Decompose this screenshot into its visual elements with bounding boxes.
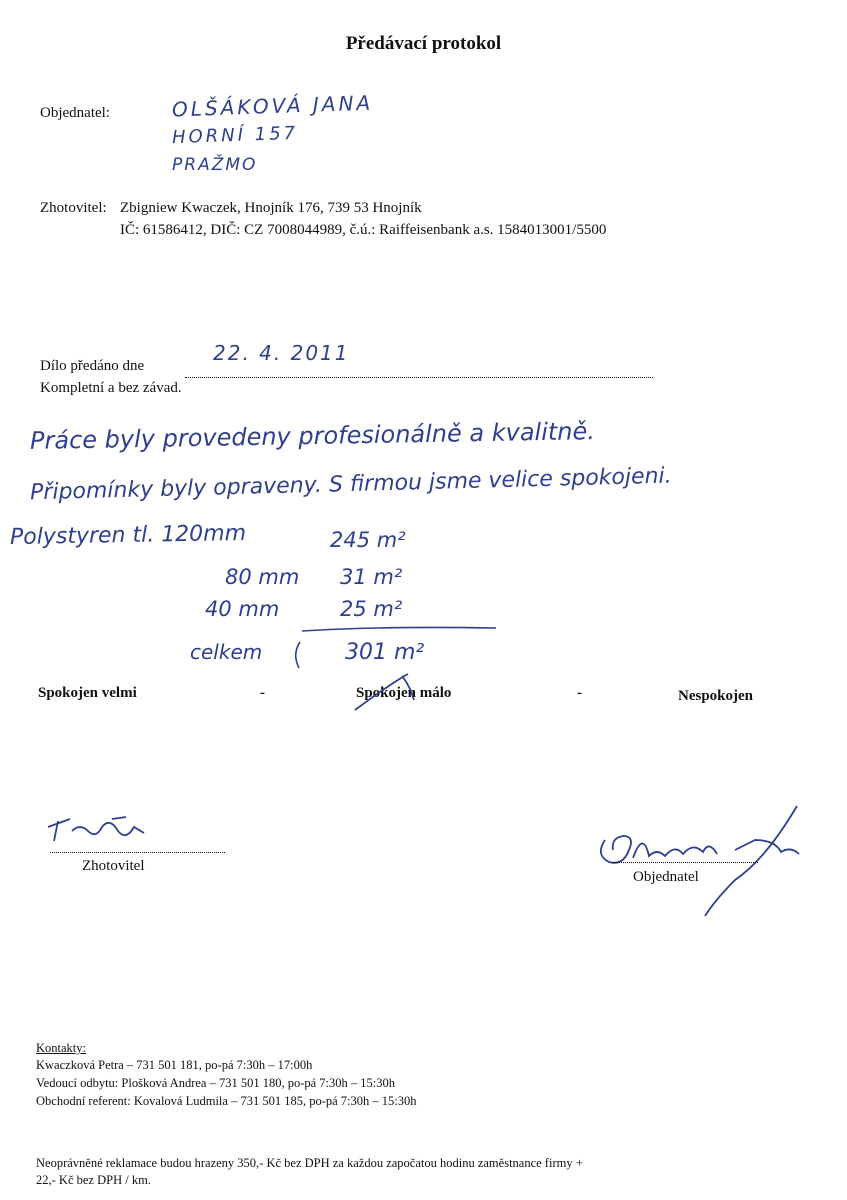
contact-line-3: Obchodní referent: Kovalová Ludmila – 731 501 185, po-pá 7:30h – 15:30h bbox=[36, 1094, 417, 1108]
contact-line-2: Vedoucí odbytu: Plošková Andrea – 731 501 180, po-pá 7:30h – 15:30h bbox=[36, 1076, 395, 1090]
note-line-3: Polystyren tl. 120mm bbox=[9, 520, 247, 551]
note-line-1: Práce byly provedeny profesionálně a kvalitně. bbox=[29, 417, 596, 455]
customer-name-handwritten: OLŠÁKOVÁ JANA bbox=[171, 90, 374, 122]
contractor-signature-label: Zhotovitel bbox=[82, 858, 145, 874]
satisfaction-very-satisfied[interactable]: Spokojen velmi bbox=[38, 685, 137, 701]
satisfaction-unsatisfied[interactable]: Nespokojen bbox=[678, 688, 754, 704]
footer-note-line-2: 22,- Kč bez DPH / km. bbox=[36, 1173, 151, 1187]
total-underline bbox=[300, 624, 500, 634]
satisfaction-separator-1: - bbox=[260, 685, 265, 701]
customer-city-handwritten: PRAŽMO bbox=[172, 155, 258, 175]
handover-date-dotted-line bbox=[185, 377, 653, 378]
note-line-2: Připomínky byly opraveny. S firmou jsme velice spokojeni. bbox=[29, 463, 672, 506]
footer-note-line-1: Neoprávněné reklamace budou hrazeny 350,- Kč bez DPH za každou započatou hodinu zaměstnance firmy + bbox=[36, 1156, 583, 1170]
note-item-2-size: 80 mm bbox=[225, 565, 300, 589]
contractor-signature-line bbox=[50, 852, 225, 853]
contacts-heading: Kontakty: bbox=[36, 1041, 86, 1055]
total-label: celkem bbox=[190, 640, 263, 664]
customer-signature-line bbox=[612, 862, 758, 863]
customer-signature-label: Objednatel bbox=[633, 869, 699, 885]
page-title: Předávací protokol bbox=[345, 33, 502, 54]
note-item-1-area: 245 m² bbox=[330, 528, 406, 552]
note-item-3-area: 25 m² bbox=[340, 597, 403, 621]
handover-label: Dílo předáno dne bbox=[40, 358, 145, 374]
note-item-3-size: 40 mm bbox=[205, 597, 280, 621]
total-value: 301 m² bbox=[345, 640, 425, 665]
customer-street-handwritten: HORNÍ 157 bbox=[171, 122, 299, 149]
total-bracket bbox=[290, 640, 304, 670]
contractor-label: Zhotovitel: bbox=[40, 200, 107, 216]
handover-status: Kompletní a bez závad. bbox=[40, 380, 182, 396]
satisfaction-little-satisfied[interactable]: Spokojen málo bbox=[356, 685, 452, 701]
contractor-ids: IČ: 61586412, DIČ: CZ 7008044989, č.ú.: Raiffeisenbank a.s. 1584013001/5500 bbox=[120, 222, 607, 238]
contact-line-1: Kwaczková Petra – 731 501 181, po-pá 7:30h – 17:00h bbox=[36, 1058, 313, 1072]
satisfaction-separator-2: - bbox=[577, 685, 582, 701]
customer-label: Objednatel: bbox=[40, 105, 110, 121]
contractor-signature-icon bbox=[40, 805, 180, 845]
note-item-2-area: 31 m² bbox=[340, 565, 403, 589]
customer-signature-icon bbox=[585, 800, 825, 920]
satisfaction-tick-mark bbox=[350, 666, 470, 716]
handover-date-handwritten: 22. 4. 2011 bbox=[213, 341, 350, 365]
contractor-address: Zbigniew Kwaczek, Hnojník 176, 739 53 Hnojník bbox=[120, 200, 422, 216]
